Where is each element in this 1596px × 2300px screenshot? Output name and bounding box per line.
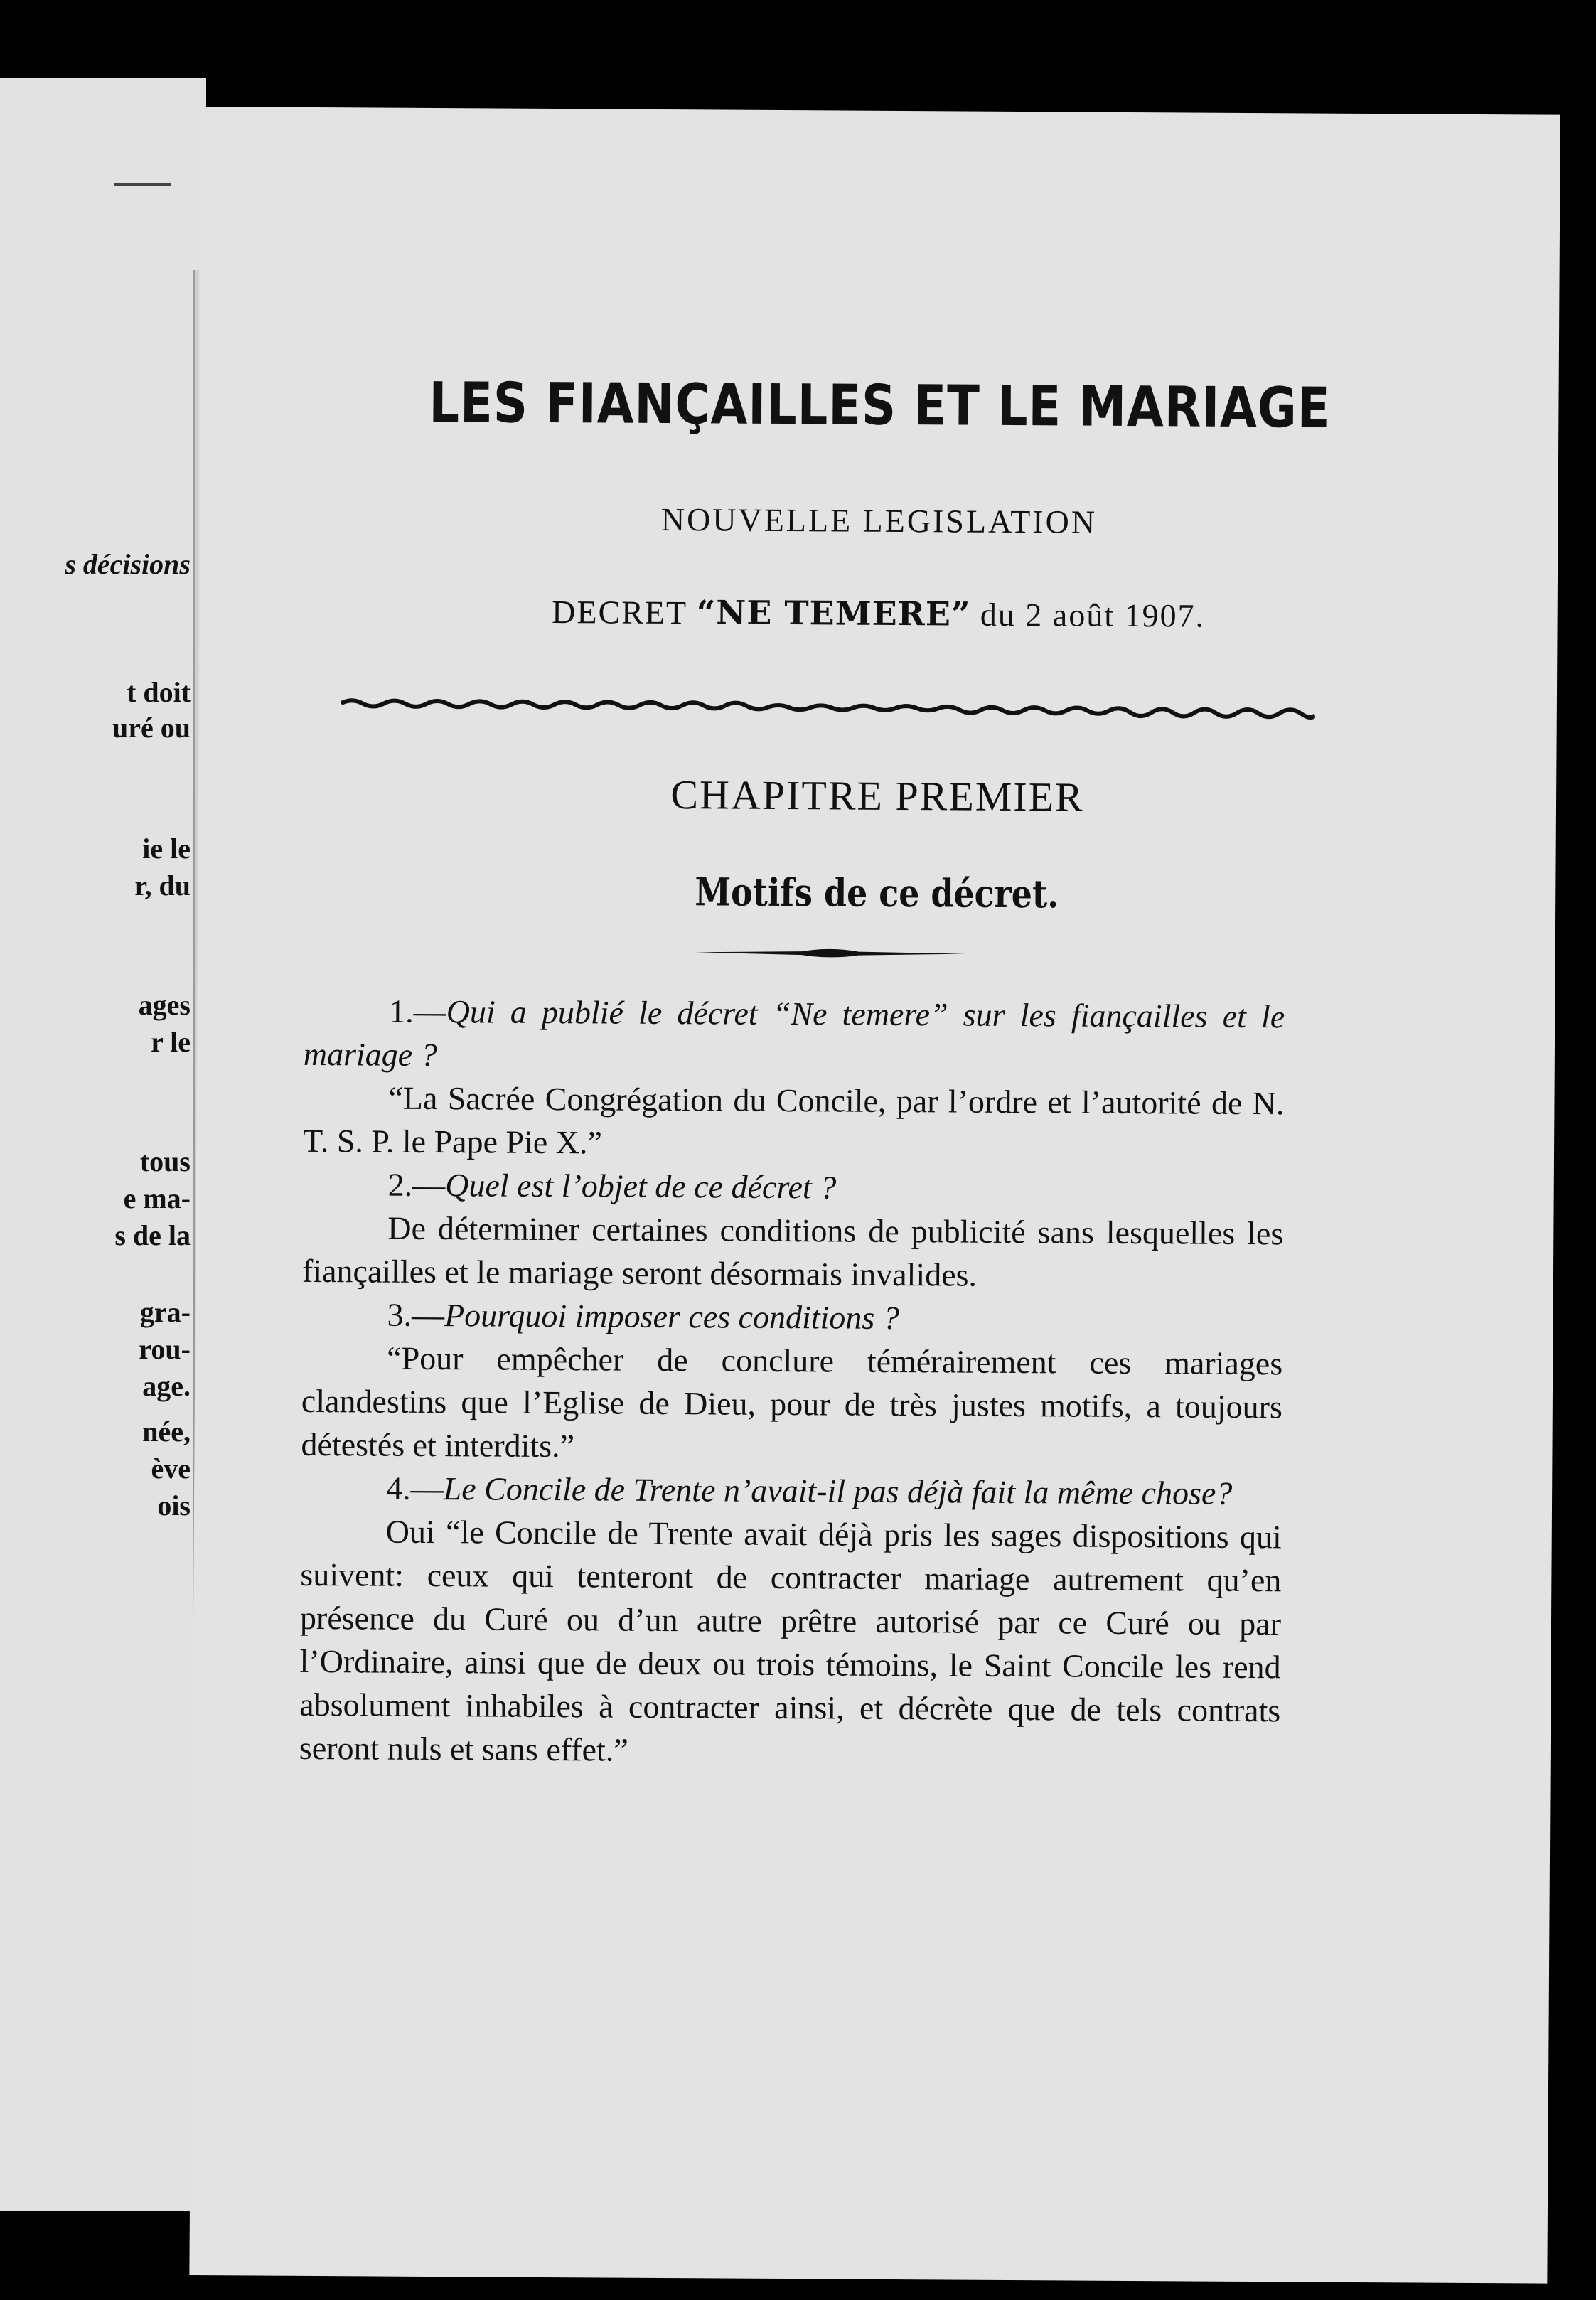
question-number: 4.— xyxy=(385,1470,444,1507)
left-fragment-text: s de la xyxy=(114,1219,191,1251)
question-text: Quel est l’objet de ce décret ? xyxy=(445,1167,837,1206)
chapter-heading: CHAPITRE PREMIER xyxy=(670,771,1085,820)
wavy-divider xyxy=(341,690,1315,724)
left-page-fragment xyxy=(0,78,206,2211)
ornamental-rule xyxy=(695,941,965,964)
left-fragment-text: r le xyxy=(151,1026,191,1058)
question-text: Qui a publié le décret “Ne temere” sur les fiançailles et le mariage ? xyxy=(303,993,1285,1074)
question-1 xyxy=(304,989,1285,1081)
section-heading: Motifs de ce décret. xyxy=(695,869,1059,917)
left-fragment-text: ages xyxy=(138,989,191,1021)
left-fragment-text: gra- xyxy=(139,1296,191,1328)
scan-mark xyxy=(114,183,171,186)
left-fragment-text: r, du xyxy=(134,870,191,902)
page-subtitle: NOUVELLE LEGISLATION xyxy=(660,501,1098,540)
left-fragment-text: s décisions xyxy=(65,548,191,580)
left-fragment-text: rou- xyxy=(139,1333,191,1365)
left-fragment-text: tous xyxy=(139,1145,191,1177)
left-fragment-text: t doit xyxy=(127,676,191,708)
answer-4: Oui “le Concile de Trente avait déjà pris les sages dispositions qui suivent: ceux qui tenteront de contracter mariage autrement qu’en présence du Curé ou d’un autre prêtre autorisé par ce Curé ou par l’Ordinaire, ainsi que de deux ou trois témoins, le Saint Concile les rend absolument inhabiles à contracter ainsi, et décrète que de tels contrats seront nuls et sans effet.” xyxy=(299,1513,1282,1768)
left-fragment-text: ève xyxy=(151,1453,191,1485)
question-number: 2.— xyxy=(387,1166,446,1204)
decree-prefix: DECRET xyxy=(552,594,687,631)
answer-3: “Pour empêcher de conclure témérairement ces mariages clandestins que l’Eglise de Dieu, pour de très justes motifs, a toujours détestés et interdits.” xyxy=(301,1339,1283,1465)
decree-name: “NE TEMERE” xyxy=(696,593,971,633)
decree-date: du 2 août 1907. xyxy=(980,596,1206,634)
question-text: Pourquoi imposer ces conditions ? xyxy=(444,1297,899,1337)
left-fragment-text: née, xyxy=(142,1416,191,1448)
left-fragment-text: ois xyxy=(157,1489,191,1521)
left-fragment-text: age. xyxy=(142,1370,191,1402)
left-fragment-text: ie le xyxy=(142,833,191,865)
page-title: LES FIANÇAILLES ET LE MARIAGE xyxy=(429,370,1331,441)
question-number: 1.— xyxy=(389,993,446,1030)
question-number: 3.— xyxy=(387,1296,445,1334)
main-page xyxy=(189,107,1560,2284)
question-3 xyxy=(301,1293,1282,1342)
question-text: Le Concile de Trente n’avait-il pas déjà fait la même chose? xyxy=(443,1470,1233,1512)
qa-body xyxy=(299,989,1285,1775)
left-fragment-text: e ma- xyxy=(123,1182,191,1214)
decree-line xyxy=(200,590,1558,637)
answer-2: De déterminer certaines conditions de publicité sans lesquelles les fiançailles et le mariage seront désormais invalides. xyxy=(301,1209,1284,1293)
left-fragment-text: uré ou xyxy=(112,712,191,744)
answer-1: “La Sacrée Congrégation du Concile, par l’ordre et l’autorité de N. T. S. P. le Pape Pie X.” xyxy=(302,1079,1285,1161)
question-2 xyxy=(303,1162,1284,1211)
question-4 xyxy=(301,1466,1282,1515)
